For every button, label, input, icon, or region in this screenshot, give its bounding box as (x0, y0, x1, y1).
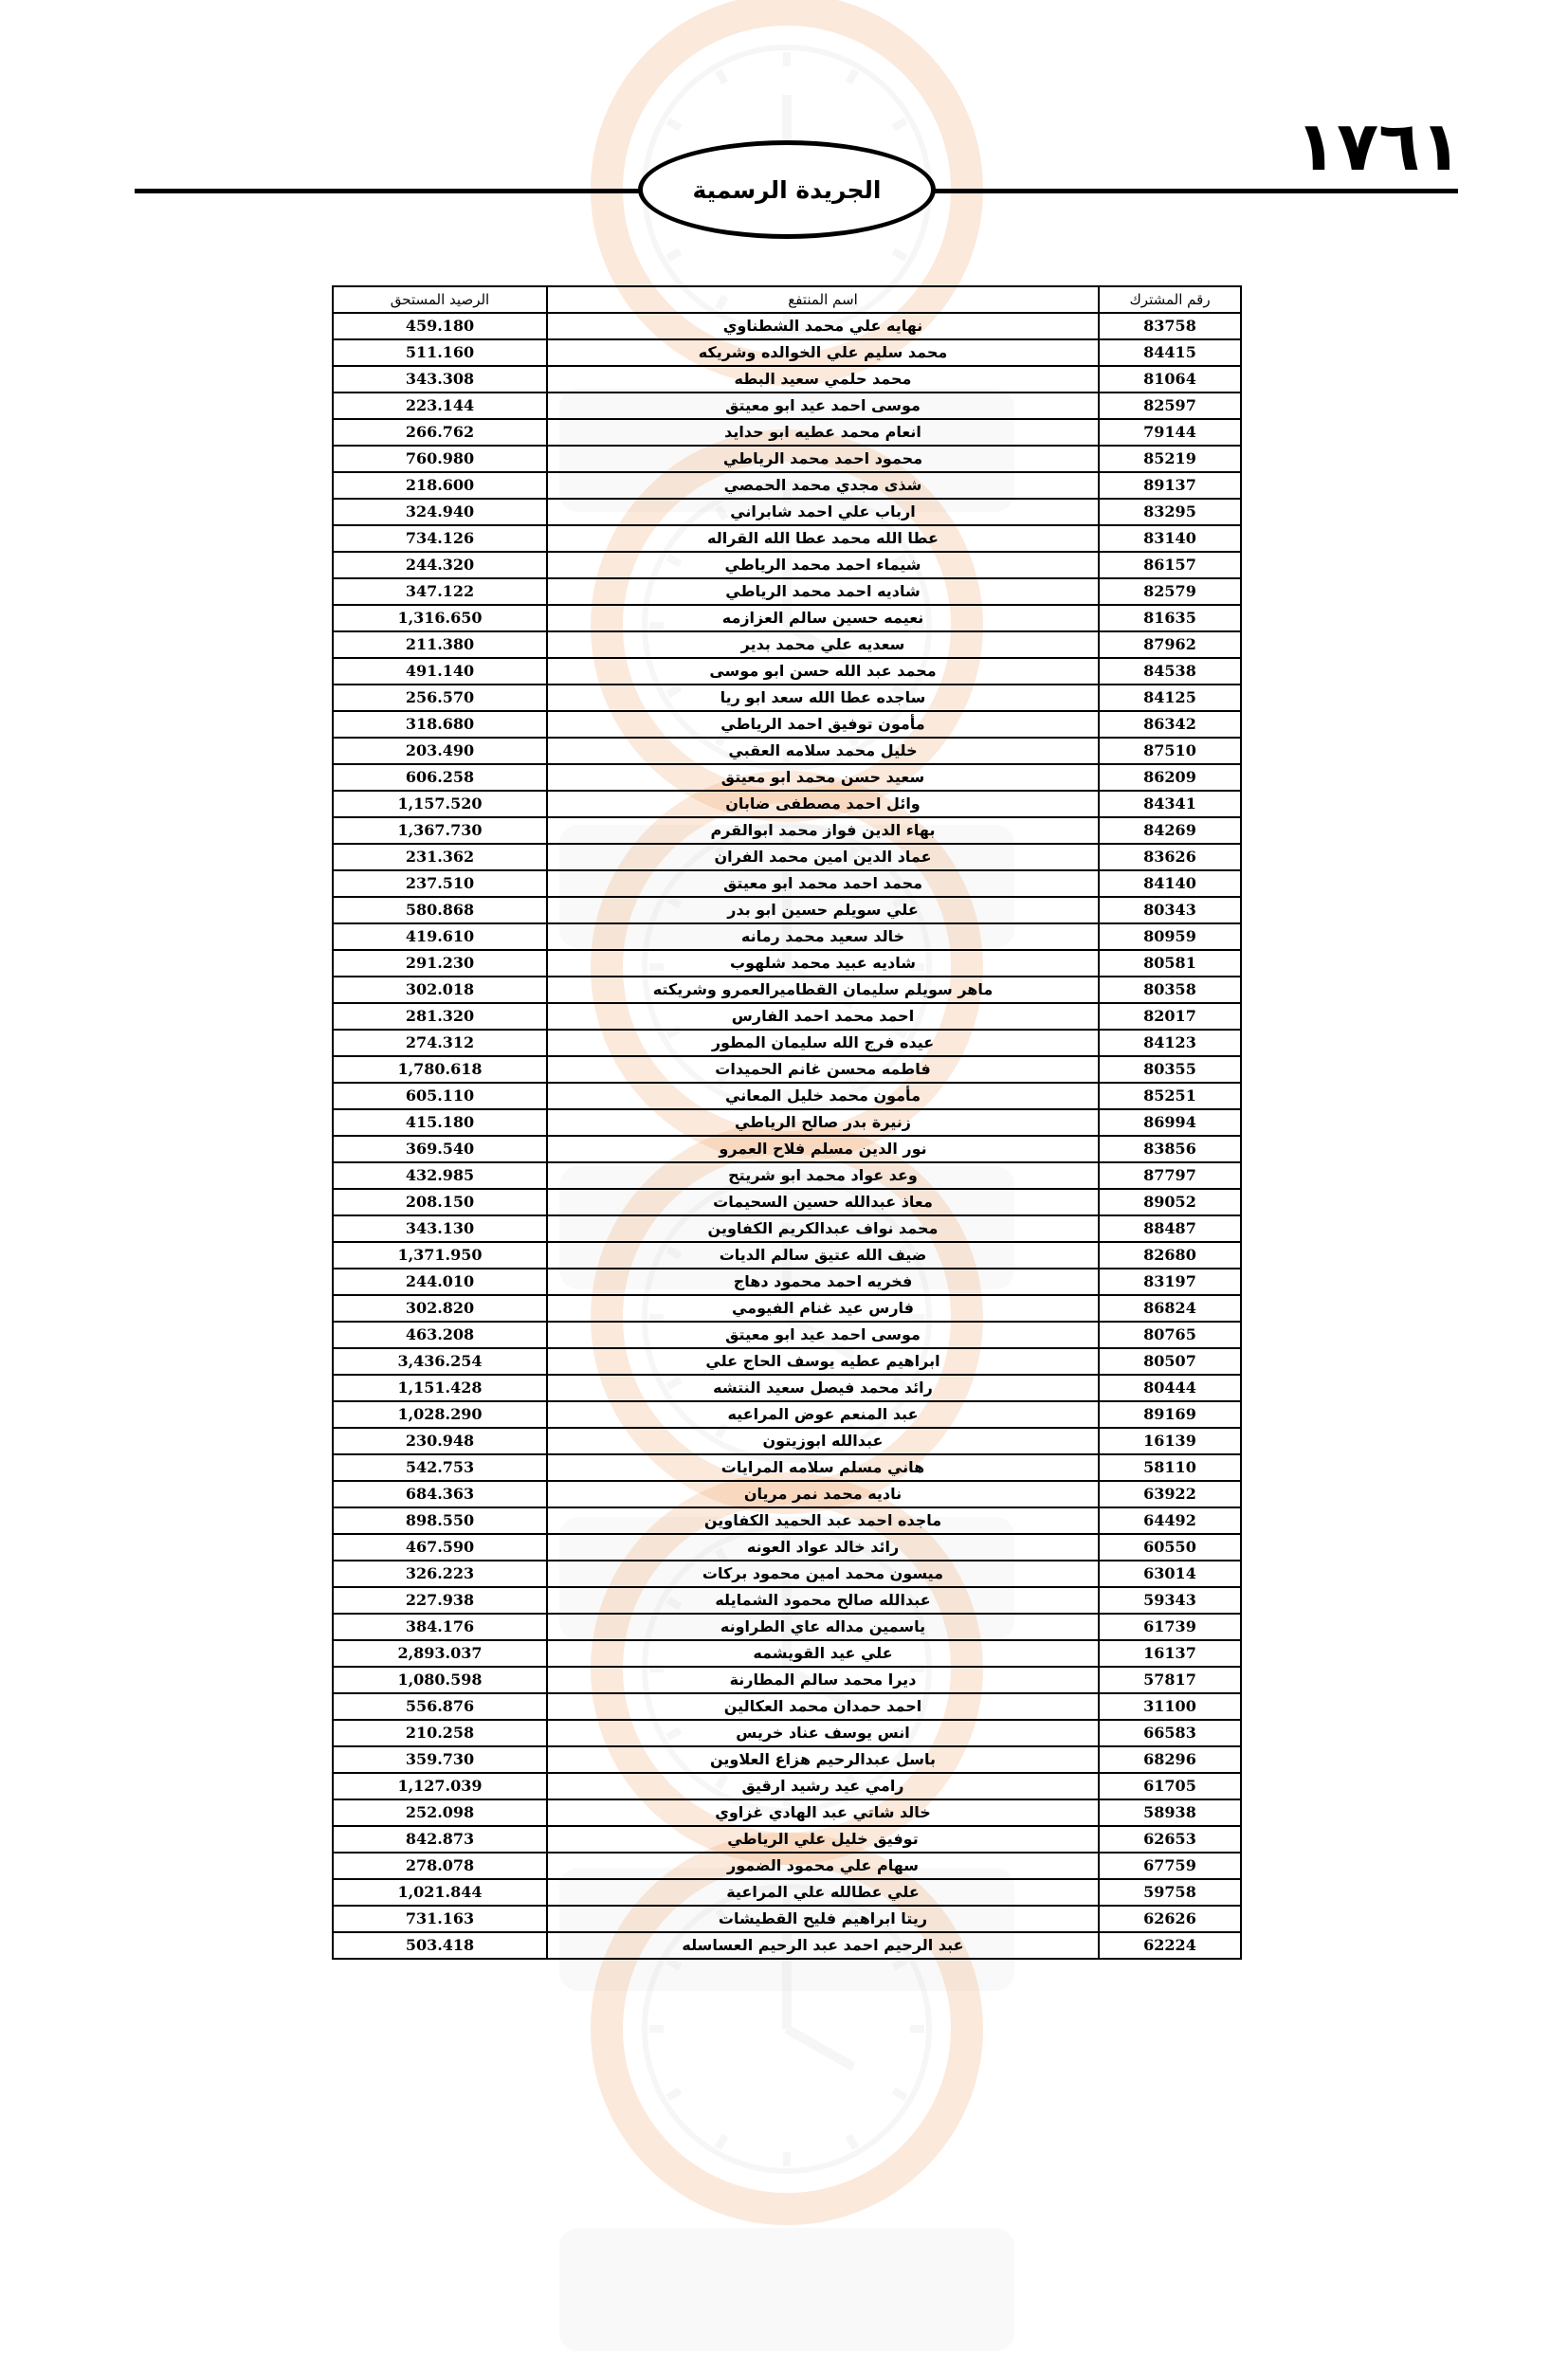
balance-due-cell: 1,127.039 (333, 1773, 547, 1799)
table-row (333, 1534, 1241, 1561)
balance-due-cell: 302.820 (333, 1295, 547, 1322)
subscriber-number-cell: 64492 (1099, 1507, 1241, 1534)
table-row (333, 1932, 1241, 1959)
balance-due-cell: 511.160 (333, 339, 547, 366)
beneficiary-name-cell: ياسمين مداله عاي الطراونه (547, 1614, 1099, 1640)
balance-due-cell: 343.308 (333, 366, 547, 393)
balance-due-cell: 684.363 (333, 1481, 547, 1507)
table-row (333, 1614, 1241, 1640)
balance-due-cell: 231.362 (333, 844, 547, 870)
table-row (333, 764, 1241, 791)
table-row (333, 844, 1241, 870)
table-row (333, 1189, 1241, 1215)
beneficiary-name-cell: عبدالله صالح محمود الشمايله (547, 1587, 1099, 1614)
subscriber-number-cell: 80507 (1099, 1348, 1241, 1375)
table-row (333, 923, 1241, 950)
column-header-subscriber-number: رقم المشترك (1099, 286, 1241, 313)
subscriber-number-cell: 84125 (1099, 685, 1241, 711)
balance-due-cell: 291.230 (333, 950, 547, 977)
subscriber-number-cell: 63014 (1099, 1561, 1241, 1587)
balance-due-cell: 318.680 (333, 711, 547, 738)
ledger-table (332, 285, 1242, 1960)
table-row (333, 1720, 1241, 1746)
balance-due-cell: 580.868 (333, 897, 547, 923)
table-row (333, 419, 1241, 446)
subscriber-number-cell: 31100 (1099, 1693, 1241, 1720)
subscriber-number-cell: 57817 (1099, 1667, 1241, 1693)
table-row (333, 1056, 1241, 1083)
balance-due-cell: 459.180 (333, 313, 547, 339)
balance-due-cell: 467.590 (333, 1534, 547, 1561)
subscriber-number-cell: 80355 (1099, 1056, 1241, 1083)
beneficiary-name-cell: انعام محمد عطيه ابو حدايد (547, 419, 1099, 446)
table-row (333, 1454, 1241, 1481)
table-row (333, 393, 1241, 419)
subscriber-number-cell: 81635 (1099, 605, 1241, 631)
table-row (333, 817, 1241, 844)
beneficiary-name-cell: سعيد حسن محمد ابو معيتق (547, 764, 1099, 791)
beneficiary-name-cell: محمد سليم علي الخوالده وشريكه (547, 339, 1099, 366)
beneficiary-name-cell: خليل محمد سلامه العقبي (547, 738, 1099, 764)
subscriber-number-cell: 84415 (1099, 339, 1241, 366)
balance-due-cell: 210.258 (333, 1720, 547, 1746)
balance-due-cell: 230.948 (333, 1428, 547, 1454)
subscriber-number-cell: 86342 (1099, 711, 1241, 738)
table-row (333, 631, 1241, 658)
table-header-row (333, 286, 1241, 313)
table-row (333, 1853, 1241, 1879)
beneficiary-name-cell: احمد محمد احمد الفارس (547, 1003, 1099, 1030)
table-row (333, 1242, 1241, 1269)
beneficiary-name-cell: ماهر سويلم سليمان القطاميرالعمرو وشريكته (547, 977, 1099, 1003)
subscriber-number-cell: 86157 (1099, 552, 1241, 578)
beneficiary-name-cell: ماجده احمد عبد الحميد الكفاوين (547, 1507, 1099, 1534)
beneficiary-name-cell: نهايه علي محمد الشطناوي (547, 313, 1099, 339)
balance-due-cell: 208.150 (333, 1189, 547, 1215)
table-row (333, 791, 1241, 817)
table-row (333, 313, 1241, 339)
table-row (333, 1561, 1241, 1587)
balance-due-cell: 347.122 (333, 578, 547, 605)
beneficiary-name-cell: محمد عبد الله حسن ابو موسى (547, 658, 1099, 685)
balance-due-cell: 256.570 (333, 685, 547, 711)
beneficiary-name-cell: ضيف الله عتيق سالم الديات (547, 1242, 1099, 1269)
beneficiary-name-cell: شيماء احمد محمد الرياطي (547, 552, 1099, 578)
beneficiary-name-cell: معاذ عبدالله حسين السحيمات (547, 1189, 1099, 1215)
beneficiary-name-cell: محمد نواف عبدالكريم الكفاوين (547, 1215, 1099, 1242)
beneficiary-name-cell: شذى مجدي محمد الحمصي (547, 472, 1099, 499)
subscriber-number-cell: 82597 (1099, 393, 1241, 419)
beneficiary-name-cell: باسل عبدالرحيم هزاع العلاوين (547, 1746, 1099, 1773)
table-row (333, 1507, 1241, 1534)
beneficiary-name-cell: علي سويلم حسين ابو بدر (547, 897, 1099, 923)
subscriber-number-cell: 84140 (1099, 870, 1241, 897)
table-row (333, 1003, 1241, 1030)
balance-due-cell: 556.876 (333, 1693, 547, 1720)
table-row (333, 1587, 1241, 1614)
balance-due-cell: 384.176 (333, 1614, 547, 1640)
beneficiary-name-cell: ناديه محمد نمر مريان (547, 1481, 1099, 1507)
beneficiary-name-cell: بهاء الدين فواز محمد ابوالقرم (547, 817, 1099, 844)
column-header-beneficiary-name: اسم المنتفع (547, 286, 1099, 313)
balance-due-cell: 218.600 (333, 472, 547, 499)
beneficiary-name-cell: عيده فرج الله سليمان المطور (547, 1030, 1099, 1056)
beneficiary-name-cell: انس يوسف عناد خريس (547, 1720, 1099, 1746)
balance-due-cell: 203.490 (333, 738, 547, 764)
balance-due-cell: 343.130 (333, 1215, 547, 1242)
balance-due-cell: 1,316.650 (333, 605, 547, 631)
table-row (333, 1215, 1241, 1242)
beneficiary-name-cell: رائد محمد فيصل سعيد النتشه (547, 1375, 1099, 1401)
balance-due-cell: 237.510 (333, 870, 547, 897)
beneficiary-name-cell: محمد حلمي سعيد البطه (547, 366, 1099, 393)
beneficiary-name-cell: ساجده عطا الله سعد ابو ريا (547, 685, 1099, 711)
beneficiary-name-cell: موسى احمد عيد ابو معيتق (547, 1322, 1099, 1348)
beneficiary-name-cell: عماد الدين امين محمد الفران (547, 844, 1099, 870)
balance-due-cell: 432.985 (333, 1162, 547, 1189)
table-row (333, 1401, 1241, 1428)
table-row (333, 605, 1241, 631)
subscriber-number-cell: 80581 (1099, 950, 1241, 977)
balance-due-cell: 359.730 (333, 1746, 547, 1773)
balance-due-cell: 415.180 (333, 1109, 547, 1136)
subscriber-number-cell: 59343 (1099, 1587, 1241, 1614)
balance-due-cell: 842.873 (333, 1826, 547, 1853)
table-row (333, 1322, 1241, 1348)
balance-due-cell: 1,151.428 (333, 1375, 547, 1401)
subscriber-number-cell: 88487 (1099, 1215, 1241, 1242)
subscriber-number-cell: 86824 (1099, 1295, 1241, 1322)
subscriber-number-cell: 80765 (1099, 1322, 1241, 1348)
balance-due-cell: 1,371.950 (333, 1242, 547, 1269)
table-row (333, 1348, 1241, 1375)
table-row (333, 1109, 1241, 1136)
subscriber-number-cell: 80358 (1099, 977, 1241, 1003)
subscriber-number-cell: 59758 (1099, 1879, 1241, 1906)
table-row (333, 1428, 1241, 1454)
beneficiary-name-cell: موسى احمد عيد ابو معيتق (547, 393, 1099, 419)
balance-due-cell: 244.010 (333, 1269, 547, 1295)
beneficiary-name-cell: ريتا ابراهيم فليح القطيشات (547, 1906, 1099, 1932)
balance-due-cell: 491.140 (333, 658, 547, 685)
subscriber-number-cell: 85251 (1099, 1083, 1241, 1109)
balance-due-cell: 369.540 (333, 1136, 547, 1162)
table-row (333, 1799, 1241, 1826)
subscriber-number-cell: 84123 (1099, 1030, 1241, 1056)
beneficiary-name-cell: ميسون محمد امين محمود بركات (547, 1561, 1099, 1587)
balance-due-cell: 223.144 (333, 393, 547, 419)
subscriber-number-cell: 79144 (1099, 419, 1241, 446)
subscriber-number-cell: 82017 (1099, 1003, 1241, 1030)
subscriber-number-cell: 68296 (1099, 1746, 1241, 1773)
balance-due-cell: 227.938 (333, 1587, 547, 1614)
balance-due-cell: 281.320 (333, 1003, 547, 1030)
table-row (333, 1879, 1241, 1906)
page-number: ١٧٦١ (1295, 106, 1462, 186)
balance-due-cell: 1,080.598 (333, 1667, 547, 1693)
table-row (333, 1773, 1241, 1799)
table-row (333, 711, 1241, 738)
beneficiary-name-cell: خالد شاتي عبد الهادي غزاوي (547, 1799, 1099, 1826)
subscriber-number-cell: 85219 (1099, 446, 1241, 472)
beneficiary-name-cell: نعيمه حسين سالم العزازمه (547, 605, 1099, 631)
subscriber-number-cell: 87510 (1099, 738, 1241, 764)
subscriber-number-cell: 16139 (1099, 1428, 1241, 1454)
subscriber-number-cell: 83856 (1099, 1136, 1241, 1162)
subscriber-number-cell: 66583 (1099, 1720, 1241, 1746)
beneficiary-name-cell: فخريه احمد محمود دهاج (547, 1269, 1099, 1295)
beneficiary-name-cell: توفيق خليل علي الرياطي (547, 1826, 1099, 1853)
beneficiary-name-cell: علي عيد القويشمه (547, 1640, 1099, 1667)
publication-title: الجريدة الرسمية (692, 175, 882, 204)
column-header-balance-due: الرصيد المستحق (333, 286, 547, 313)
beneficiary-name-cell: ديرا محمد سالم المطارنة (547, 1667, 1099, 1693)
table-row (333, 446, 1241, 472)
table-row (333, 1481, 1241, 1507)
beneficiary-name-cell: هاني مسلم سلامه المرايات (547, 1454, 1099, 1481)
balance-due-cell: 244.320 (333, 552, 547, 578)
table-row (333, 1375, 1241, 1401)
subscriber-number-cell: 80343 (1099, 897, 1241, 923)
beneficiary-name-cell: فاطمه محسن غانم الحميدات (547, 1056, 1099, 1083)
beneficiary-name-cell: ابراهيم عطيه يوسف الحاج علي (547, 1348, 1099, 1375)
balance-due-cell: 2,893.037 (333, 1640, 547, 1667)
table-row (333, 1693, 1241, 1720)
table-row (333, 1667, 1241, 1693)
table-row (333, 1083, 1241, 1109)
table-row (333, 1906, 1241, 1932)
table-row (333, 499, 1241, 525)
subscriber-number-cell: 86209 (1099, 764, 1241, 791)
subscriber-number-cell: 60550 (1099, 1534, 1241, 1561)
subscriber-number-cell: 82579 (1099, 578, 1241, 605)
beneficiary-name-cell: شاديه احمد محمد الرياطي (547, 578, 1099, 605)
subscriber-number-cell: 83295 (1099, 499, 1241, 525)
subscriber-number-cell: 84269 (1099, 817, 1241, 844)
balance-due-cell: 1,021.844 (333, 1879, 547, 1906)
beneficiary-name-cell: شاديه عبيد محمد شلهوب (547, 950, 1099, 977)
subscriber-number-cell: 80959 (1099, 923, 1241, 950)
subscriber-number-cell: 84341 (1099, 791, 1241, 817)
balance-due-cell: 326.223 (333, 1561, 547, 1587)
balance-due-cell: 419.610 (333, 923, 547, 950)
balance-due-cell: 274.312 (333, 1030, 547, 1056)
balance-due-cell: 898.550 (333, 1507, 547, 1534)
table-row (333, 658, 1241, 685)
subscriber-number-cell: 89052 (1099, 1189, 1241, 1215)
balance-due-cell: 731.163 (333, 1906, 547, 1932)
subscriber-number-cell: 80444 (1099, 1375, 1241, 1401)
balance-due-cell: 760.980 (333, 446, 547, 472)
balance-due-cell: 542.753 (333, 1454, 547, 1481)
table-row (333, 366, 1241, 393)
table-row (333, 1746, 1241, 1773)
balance-due-cell: 503.418 (333, 1932, 547, 1959)
beneficiary-name-cell: خالد سعيد محمد رمانه (547, 923, 1099, 950)
beneficiary-name-cell: عبد المنعم عوض المراعيه (547, 1401, 1099, 1428)
beneficiary-name-cell: محمود احمد محمد الرياطي (547, 446, 1099, 472)
beneficiary-name-cell: رائد خالد عواد العونه (547, 1534, 1099, 1561)
table-row (333, 472, 1241, 499)
subscriber-number-cell: 83197 (1099, 1269, 1241, 1295)
beneficiary-name-cell: زنيرة بدر صالح الرياطي (547, 1109, 1099, 1136)
table-row (333, 1030, 1241, 1056)
table-row (333, 1269, 1241, 1295)
beneficiary-name-cell: علي عطالله علي المراعية (547, 1879, 1099, 1906)
balance-due-cell: 302.018 (333, 977, 547, 1003)
subscriber-number-cell: 16137 (1099, 1640, 1241, 1667)
table-row (333, 1295, 1241, 1322)
subscriber-number-cell: 86994 (1099, 1109, 1241, 1136)
subscriber-number-cell: 61739 (1099, 1614, 1241, 1640)
subscriber-number-cell: 89169 (1099, 1401, 1241, 1428)
subscriber-number-cell: 89137 (1099, 472, 1241, 499)
subscriber-number-cell: 84538 (1099, 658, 1241, 685)
table-row (333, 738, 1241, 764)
balance-due-cell: 1,157.520 (333, 791, 547, 817)
subscriber-number-cell: 58938 (1099, 1799, 1241, 1826)
balance-due-cell: 1,780.618 (333, 1056, 547, 1083)
balance-due-cell: 266.762 (333, 419, 547, 446)
subscriber-number-cell: 63922 (1099, 1481, 1241, 1507)
subscriber-number-cell: 67759 (1099, 1853, 1241, 1879)
subscriber-number-cell: 62626 (1099, 1906, 1241, 1932)
table-row (333, 870, 1241, 897)
balance-due-cell: 606.258 (333, 764, 547, 791)
table-row (333, 977, 1241, 1003)
subscriber-number-cell: 87797 (1099, 1162, 1241, 1189)
beneficiary-name-cell: احمد حمدان محمد العكالين (547, 1693, 1099, 1720)
table-row (333, 1136, 1241, 1162)
table-row (333, 525, 1241, 552)
beneficiary-name-cell: محمد احمد محمد ابو معيتق (547, 870, 1099, 897)
subscriber-number-cell: 81064 (1099, 366, 1241, 393)
beneficiary-name-cell: سهام علي محمود الضمور (547, 1853, 1099, 1879)
table-row (333, 578, 1241, 605)
subscriber-number-cell: 62653 (1099, 1826, 1241, 1853)
publication-title-oval (638, 140, 936, 239)
table-row (333, 950, 1241, 977)
balance-due-cell: 463.208 (333, 1322, 547, 1348)
subscriber-number-cell: 61705 (1099, 1773, 1241, 1799)
beneficiary-name-cell: رامي عيد رشيد ارقيق (547, 1773, 1099, 1799)
beneficiary-name-cell: مأمون محمد خليل المعاني (547, 1083, 1099, 1109)
subscriber-number-cell: 83140 (1099, 525, 1241, 552)
beneficiary-name-cell: ارباب علي احمد شابراني (547, 499, 1099, 525)
subscriber-number-cell: 62224 (1099, 1932, 1241, 1959)
beneficiary-name-cell: عبد الرحيم احمد عبد الرحيم العساسله (547, 1932, 1099, 1959)
table-row (333, 1640, 1241, 1667)
beneficiary-name-cell: فارس عيد غنام الفيومي (547, 1295, 1099, 1322)
subscriber-number-cell: 58110 (1099, 1454, 1241, 1481)
beneficiary-name-cell: وعد عواد محمد ابو شريتح (547, 1162, 1099, 1189)
beneficiary-name-cell: وائل احمد مصطفى ضابان (547, 791, 1099, 817)
balance-due-cell: 734.126 (333, 525, 547, 552)
beneficiary-name-cell: مأمون توفيق احمد الرياطي (547, 711, 1099, 738)
balance-due-cell: 3,436.254 (333, 1348, 547, 1375)
ledger-table-wrap (332, 285, 1240, 1960)
table-row (333, 1162, 1241, 1189)
balance-due-cell: 605.110 (333, 1083, 547, 1109)
table-row (333, 897, 1241, 923)
table-row (333, 552, 1241, 578)
beneficiary-name-cell: سعديه علي محمد بدير (547, 631, 1099, 658)
table-row (333, 339, 1241, 366)
balance-due-cell: 278.078 (333, 1853, 547, 1879)
balance-due-cell: 324.940 (333, 499, 547, 525)
subscriber-number-cell: 87962 (1099, 631, 1241, 658)
beneficiary-name-cell: عطا الله محمد عطا الله القراله (547, 525, 1099, 552)
balance-due-cell: 252.098 (333, 1799, 547, 1826)
table-row (333, 685, 1241, 711)
subscriber-number-cell: 82680 (1099, 1242, 1241, 1269)
subscriber-number-cell: 83626 (1099, 844, 1241, 870)
table-row (333, 1826, 1241, 1853)
beneficiary-name-cell: عبدالله ابوزيتون (547, 1428, 1099, 1454)
beneficiary-name-cell: نور الدين مسلم فلاح العمرو (547, 1136, 1099, 1162)
subscriber-number-cell: 83758 (1099, 313, 1241, 339)
balance-due-cell: 211.380 (333, 631, 547, 658)
balance-due-cell: 1,367.730 (333, 817, 547, 844)
balance-due-cell: 1,028.290 (333, 1401, 547, 1428)
